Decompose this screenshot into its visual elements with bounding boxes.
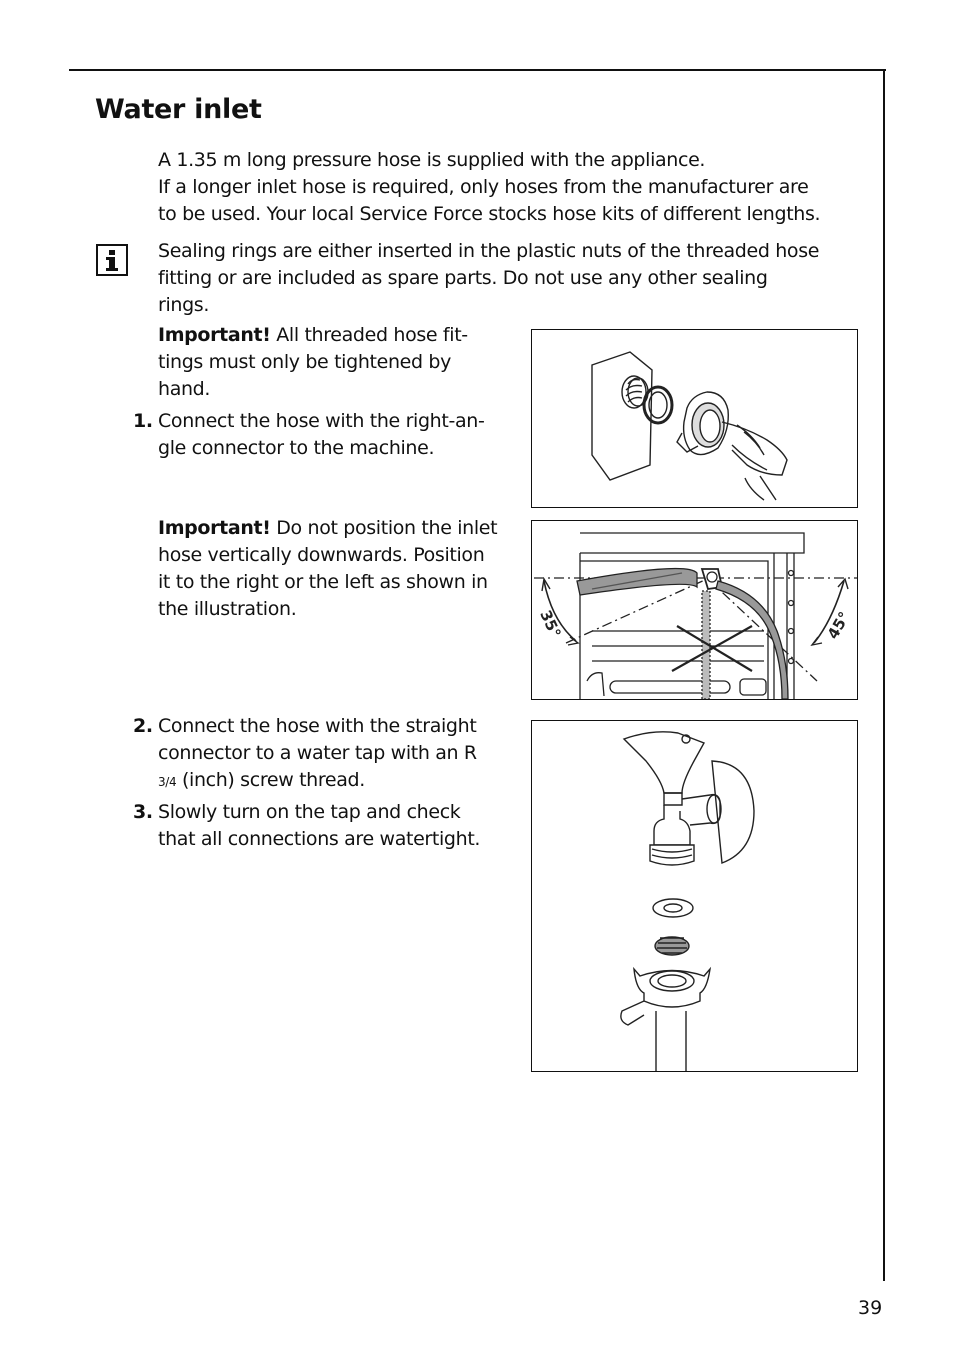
important-label: Important! [158,324,271,346]
info-note: Sealing rings are either inserted in the plastic nuts of the threaded hose fitting or are included as spare parts. Do not use any other sealing rings. [158,240,820,316]
angle-label-left: 35° [536,607,565,641]
step-number: 3. [133,801,153,823]
step-2 [133,713,523,796]
important-note-1: Important! All threaded hose fit- tings must only be tightened by hand. [158,324,468,400]
figure-hose-machine-connection [531,329,858,508]
figure-hose-angle-positions [531,520,858,700]
important-note-2: Important! Do not position the inlet hose vertically downwards. Position it to the right or the left as shown in the illustration. [158,517,498,620]
right-margin-rule [883,69,885,1281]
angle-label-right: 45° [823,608,854,643]
important-label: Important! [158,517,271,539]
info-icon [96,244,128,276]
top-rule [69,69,886,71]
step-1 [133,408,523,462]
step-text: Connect the hose with the right-an- gle connector to the machine. [158,410,485,459]
step-3 [133,799,523,853]
step-text: Slowly turn on the tap and check that all connections are watertight. [158,801,481,850]
page-number: 39 [858,1297,883,1319]
step-number: 1. [133,410,153,432]
intro-paragraph: A 1.35 m long pressure hose is supplied with the appliance. If a longer inlet hose is required, only hoses from the manufacturer are to be used. Your local Service Force stocks hose kits of different lengths. [158,149,821,225]
step-text: Connect the hose with the straight connector to a water tap with an R 3/4 (inch) screw thread. [158,715,477,791]
figure-water-tap-connection [531,720,858,1072]
step-number: 2. [133,715,153,737]
page-title: Water inlet [95,94,262,125]
